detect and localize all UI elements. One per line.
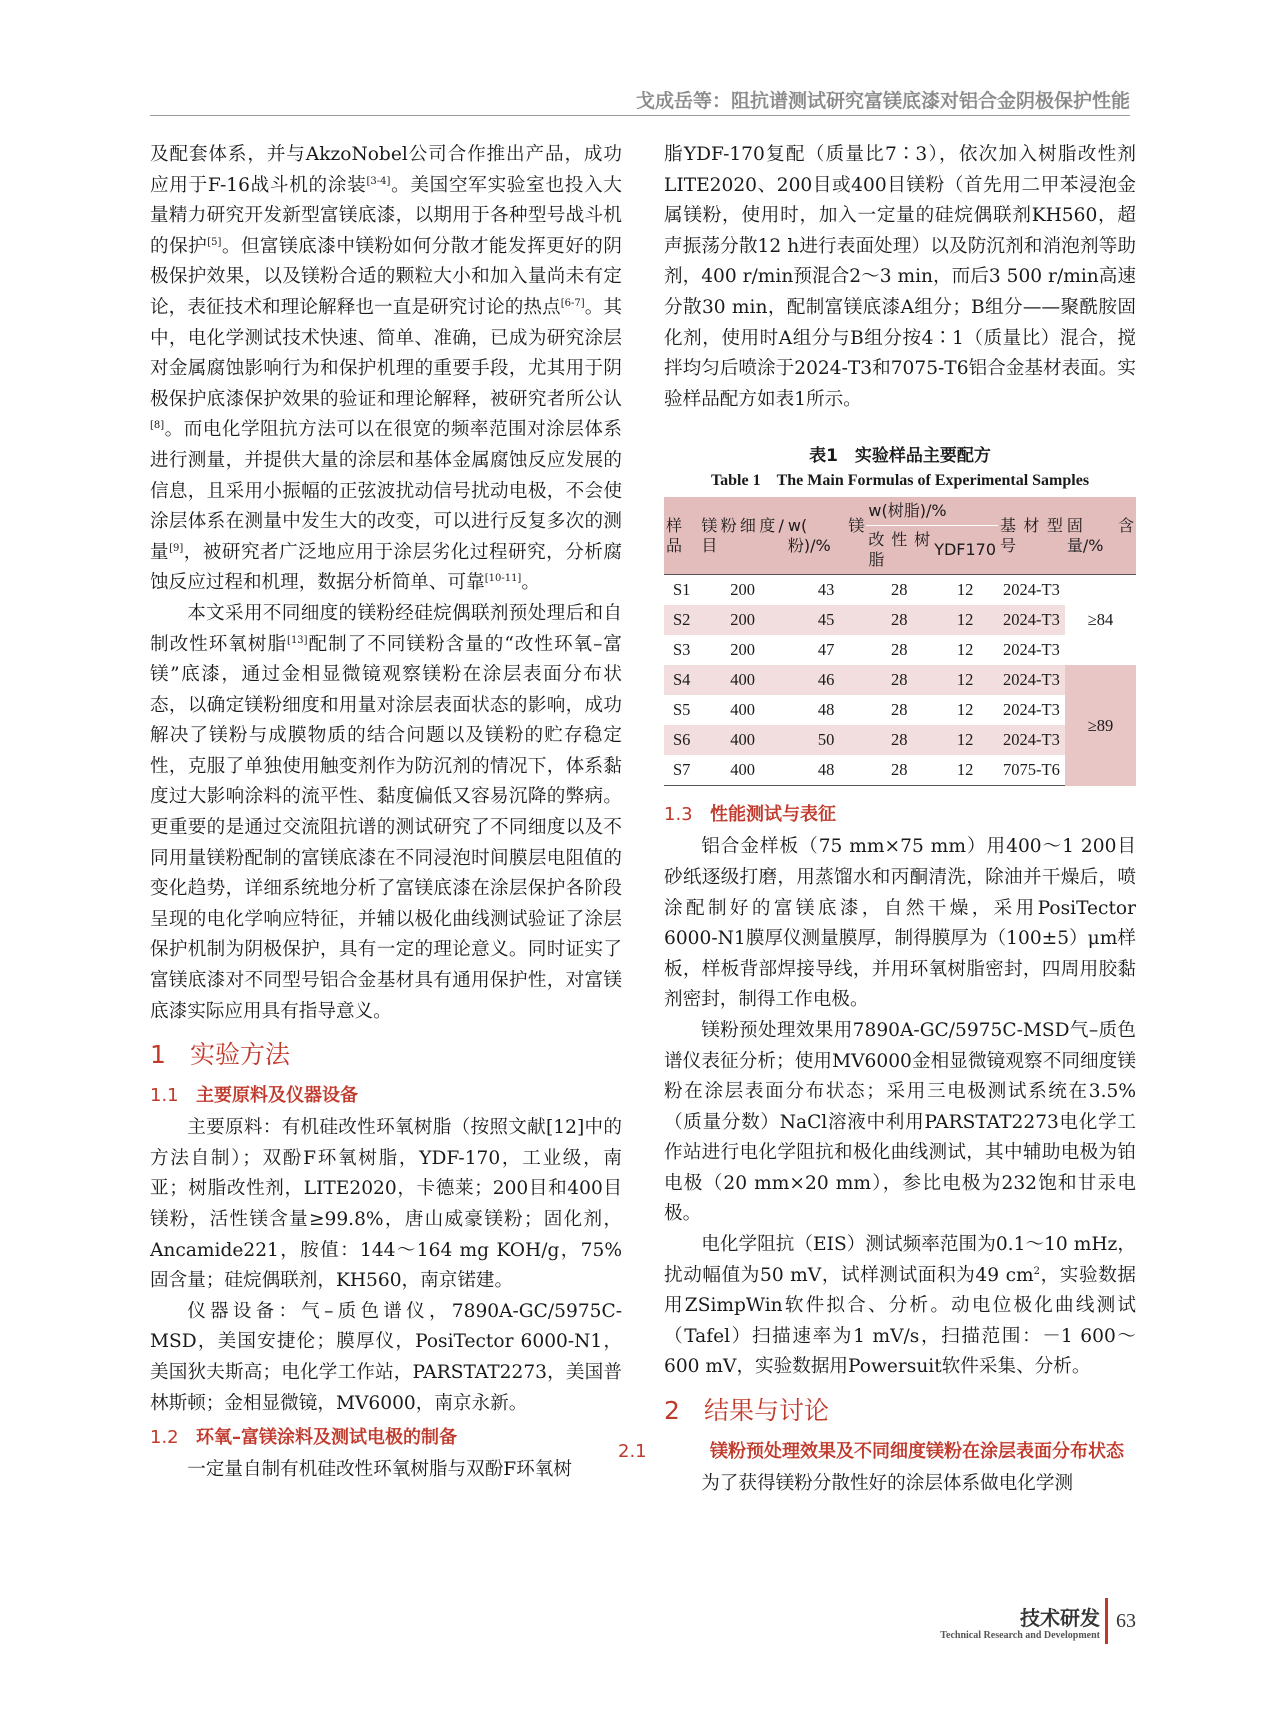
subsection-heading-2-1: 2.1 镁粉预处理效果及不同细度镁粉在涂层表面分布状态 — [618, 1441, 1124, 1463]
paragraph: 主要原料：有机硅改性环氧树脂（按照文献[12]中的方法自制）；双酚F环氧树脂，YDF-170，工业级，南亚；树脂改性剂，LITE2020，卡德莱；200目和400目镁粉，活性镁含量≥99.8%，唐山威豪镁粉；固化剂，Ancamide221，胺值：144～164 mg KOH/g，75%固含量；硅烷偶联剂，KH560，南京锘建。 — [150, 1117, 622, 1292]
paragraph: 本文采用不同细度的镁粉经硅烷偶联剂预处理后和自制改性环氧树脂[13]配制了不同镁粉含量的“改性环氧–富镁”底漆，通过金相显微镜观察镁粉在涂层表面分布状态，以确定镁粉细度和用量对涂层表面状态的影响，成功解决了镁粉与成膜物质的结合问题以及镁粉的贮存稳定性，克服了单独使用触变剂作为防沉剂的情况下，体系黏度过大影响涂料的流平性、黏度偏低又容易沉降的弊病。更重要的是通过交流阻抗谱的测试研究了不同细度以及不同用量镁粉配制的富镁底漆在不同浸泡时间膜层电阻值的变化趋势，详细系统地分析了富镁底漆在涂层保护各阶段呈现的电化学响应特征，并辅以极化曲线测试验证了涂层保护机制为阴极保护，具有一定的理论意义。同时证实了富镁底漆对不同型号铝合金基材具有通用保护性，对富镁底漆实际应用具有指导意义。 — [150, 602, 622, 1022]
paragraph: 电化学阻抗（EIS）测试频率范围为0.1～10 mHz，扰动幅值为50 mV，试样测试面积为49 $cm^2$，实验数据用ZSimpWin软件拟合、分析。动电位极化曲线测试（Tafel）扫描速率为1 mV/s，扫描范围：－1 600～600 mV，实验数据用Powersuit软件采集、分析。 — [664, 1234, 1136, 1378]
paragraph: 一定量自制有机硅改性环氧树脂与双酚F环氧树 — [187, 1459, 572, 1481]
solid-content-cell: ≥89 — [1065, 665, 1136, 786]
running-head: 戈成岳等：阻抗谱测试研究富镁底漆对铝合金阴极保护性能 — [635, 90, 1130, 112]
paragraph: 及配套体系，并与AkzoNobel公司合作推出产品，成功应用于F-16战斗机的涂装[3-4]。美国空军实验室也投入大量精力研究开发新型富镁底漆，以期用于各种型号战斗机的保护[5]。但富镁底漆中镁粉如何分散才能发挥更好的阴极保护效果，以及镁粉合适的颗粒大小和加入量尚未有定论，表征技术和理论解释也一直是研究讨论的热点[6-7]。其中，电化学测试技术快速、简单、准确，已成为研究涂层对金属腐蚀影响行为和保护机理的重要手段，尤其用于阴极保护底漆保护效果的验证和理论解释，被研究者所公认[8]。而电化学阻抗方法可以在很宽的频率范围对涂层体系进行测量，并提供大量的涂层和基体金属腐蚀反应发展的信息，且采用小振幅的正弦波扰动信号扰动电极，不会使涂层体系在测量中发生大的改变，可以进行反复多次的测量[9]，被研究者广泛地应用于涂层劣化过程研究，分析腐蚀反应过程和机理，数据分析简单、可靠[10-11]。 — [150, 144, 622, 594]
formula-table — [664, 497, 1136, 786]
col-header-substrate: 基材型号 — [998, 497, 1065, 575]
subsection-heading-1-2: 1.2 环氧–富镁涂料及测试电极的制备 — [150, 1427, 457, 1449]
table-row: S3 200 47 28 12 2024-T3 — [672, 640, 1060, 660]
table-row: S7 400 48 28 12 7075-T6 — [664, 755, 1136, 786]
table-caption-cn: 表1 实验样品主要配方 — [809, 446, 991, 467]
paragraph: 镁粉预处理效果用7890A-GC/5975C-MSD气–质色谱仪表征分析；使用MV6000金相显微镜观察不同细度镁粉在涂层表面分布状态；采用三电极测试系统在3.5%（质量分数）NaCl溶液中利用PARSTAT2273电化学工作站进行电化学阻抗和极化曲线测试，其中辅助电极为铂电极（20 mm×20 mm），参比电极为232饱和甘汞电极。 — [664, 1019, 1136, 1225]
section-heading-1: 1 实验方法 — [150, 1040, 291, 1070]
table-row: S2 200 45 28 12 2024-T3 — [664, 605, 1136, 635]
footer-section-cn: 技术研发 — [1020, 1606, 1100, 1630]
subsection-heading-1-1: 1.1 主要原料及仪器设备 — [150, 1085, 358, 1107]
page-number: 63 — [1116, 1610, 1136, 1632]
footer-accent-bar — [1105, 1598, 1108, 1644]
col-header-ydf170: YDF170 — [932, 526, 998, 575]
table-row: S1 200 43 28 12 2024-T3 ≥84 — [664, 575, 1136, 606]
col-header-solid: 固含量/% — [1065, 497, 1136, 575]
paragraph: 脂YDF-170复配（质量比7∶3），依次加入树脂改性剂LITE2020、200目或400目镁粉（首先用二甲苯浸泡金属镁粉，使用时，加入一定量的硅烷偶联剂KH560，超声振荡分散12 h进行表面处理）以及防沉剂和消泡剂等助剂，400 r/min预混合2～3 min，而后3 500 r/min高速分散30 min，配制富镁底漆A组分；B组分——聚酰胺固化剂，使用时A组分与B组分按4∶1（质量比）混合，搅拌均匀后喷涂于2024-T3和7075-T6铝合金基材表面。实验样品配方如表1所示。 — [664, 144, 1136, 410]
subsection-heading-1-3: 1.3 性能测试与表征 — [664, 804, 836, 826]
col-header-modified-resin: 改性树脂 — [866, 526, 932, 575]
header-rule — [150, 115, 1130, 116]
table-row: S6 400 50 28 12 2024-T3 — [664, 725, 1136, 755]
left-column — [150, 140, 622, 1486]
table-row: S5 400 48 28 12 2024-T3 — [672, 700, 1060, 720]
table-row: S4 400 46 28 12 2024-T3 ≥89 — [664, 665, 1136, 695]
paragraph: 仪器设备：气–质色谱仪，7890A-GC/5975C-MSD，美国安捷伦；膜厚仪，PosiTector 6000-N1，美国狄夫斯高；电化学工作站，PARSTAT2273，美国普林斯顿；金相显微镜，MV6000，南京永新。 — [150, 1300, 622, 1414]
col-header-resin: w(树脂)/% — [866, 497, 998, 526]
col-header-sample: 样品 — [664, 497, 699, 575]
table-caption-en: Table 1 The Main Formulas of Experimental Samples — [710, 472, 1090, 490]
paragraph: 铝合金样板（75 mm×75 mm）用400～1 200目砂纸逐级打磨，用蒸馏水和丙酮清洗，除油并干燥后，喷涂配制好的富镁底漆，自然干燥，采用PosiTector 6000-N1膜厚仪测量膜厚，制得膜厚为（100±5）μm样板，样板背部焊接导线，并用环氧树脂密封，四周用胶黏剂密封，制得工作电极。 — [664, 836, 1136, 1011]
footer-section-en: Technical Research and Development — [940, 1630, 1100, 1641]
solid-content-cell: ≥84 — [1065, 575, 1136, 666]
paragraph: 为了获得镁粉分散性好的涂层体系做电化学测 — [701, 1473, 1074, 1495]
col-header-fineness: 镁粉细度/目 — [699, 497, 786, 575]
col-header-mg: w(镁粉)/% — [786, 497, 867, 575]
right-column — [618, 140, 1136, 1500]
section-heading-2: 2 结果与讨论 — [664, 1396, 830, 1426]
